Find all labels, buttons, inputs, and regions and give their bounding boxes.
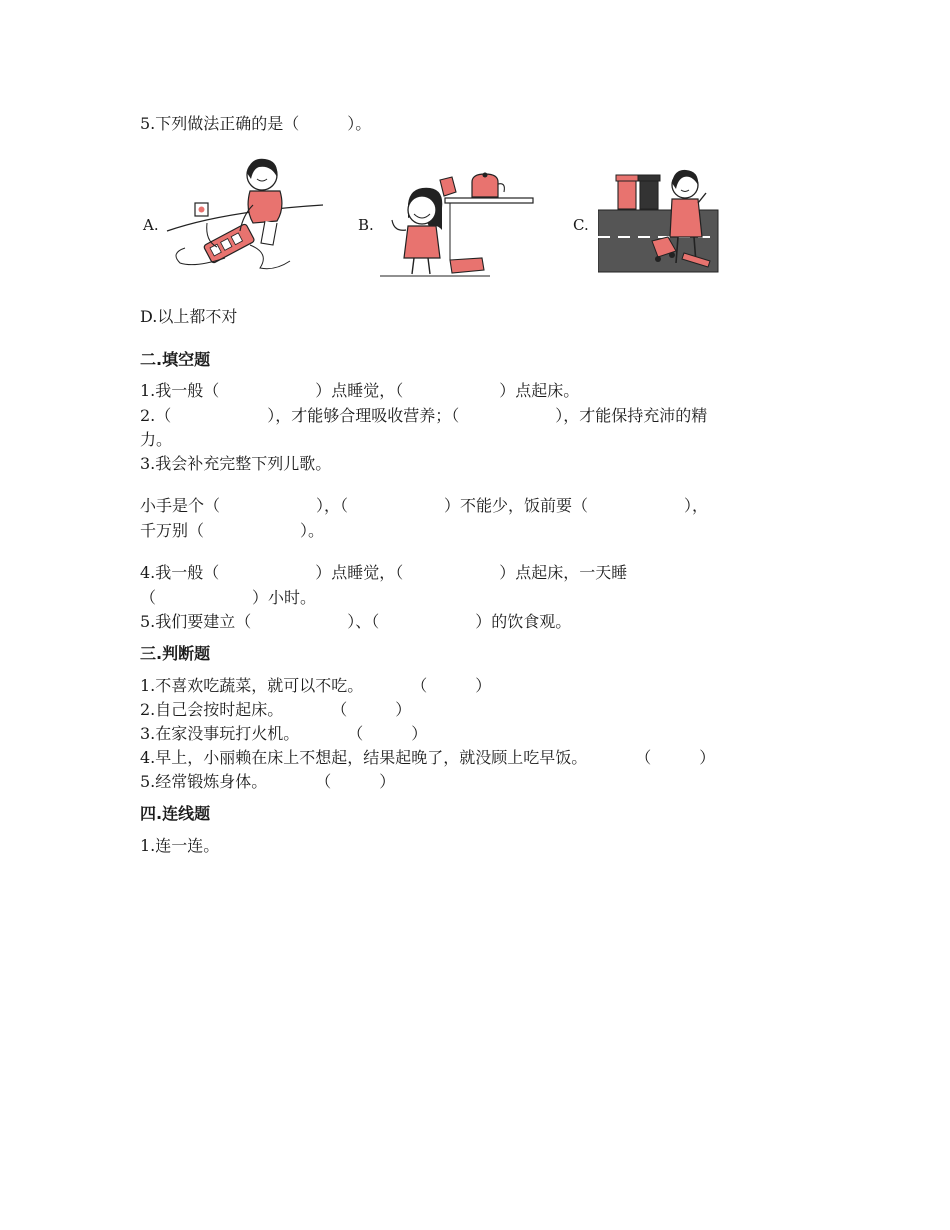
- judge-item-4: 4.早上，小丽赖在床上不想起，结果起晚了，就没顾上吃早饭。 （ ）: [140, 748, 716, 767]
- fill-line-3: 3.我会补充完整下列儿歌。: [140, 454, 332, 473]
- fill-song-line-1: 小手是个（ ），（ ）不能少，饭前要（ ），: [140, 496, 709, 515]
- section-heading-match: 四.连线题: [140, 804, 211, 823]
- judge-item-1: 1.不喜欢吃蔬菜，就可以不吃。 （ ）: [140, 676, 492, 695]
- judge-item-2: 2.自己会按时起床。 （ ）: [140, 700, 412, 719]
- option-c-label[interactable]: C.: [573, 216, 589, 234]
- fill-line-4-cont: （ ）小时。: [140, 588, 317, 607]
- fill-line-1: 1.我一般（ ）点睡觉，（ ）点起床。: [140, 381, 580, 400]
- fill-line-5: 5.我们要建立（ ）、（ ）的饮食观。: [140, 612, 572, 631]
- fill-song-line-2: 千万别（ ）。: [140, 521, 325, 540]
- mc-question: 5.下列做法正确的是（ ）。: [140, 114, 372, 133]
- fill-line-2-cont: 力。: [140, 430, 173, 449]
- option-a-label[interactable]: A.: [143, 216, 159, 234]
- section-heading-judge: 三.判断题: [140, 644, 211, 663]
- option-b-illustration[interactable]: [380, 170, 535, 282]
- option-d[interactable]: D.以上都不对: [140, 307, 238, 326]
- judge-item-3: 3.在家没事玩打火机。 （ ）: [140, 724, 428, 743]
- judge-item-5: 5.经常锻炼身体。 （ ）: [140, 772, 396, 791]
- fill-line-4: 4.我一般（ ）点睡觉，（ ）点起床，一天睡: [140, 563, 628, 582]
- option-c-illustration[interactable]: [598, 165, 720, 273]
- option-b-label[interactable]: B.: [358, 216, 374, 234]
- section-heading-fill: 二.填空题: [140, 350, 211, 369]
- option-a-illustration[interactable]: [165, 153, 325, 278]
- fill-line-2: 2.（ ），才能够合理吸收营养；（ ），才能保持充沛的精: [140, 406, 708, 425]
- match-item-1: 1.连一连。: [140, 836, 220, 855]
